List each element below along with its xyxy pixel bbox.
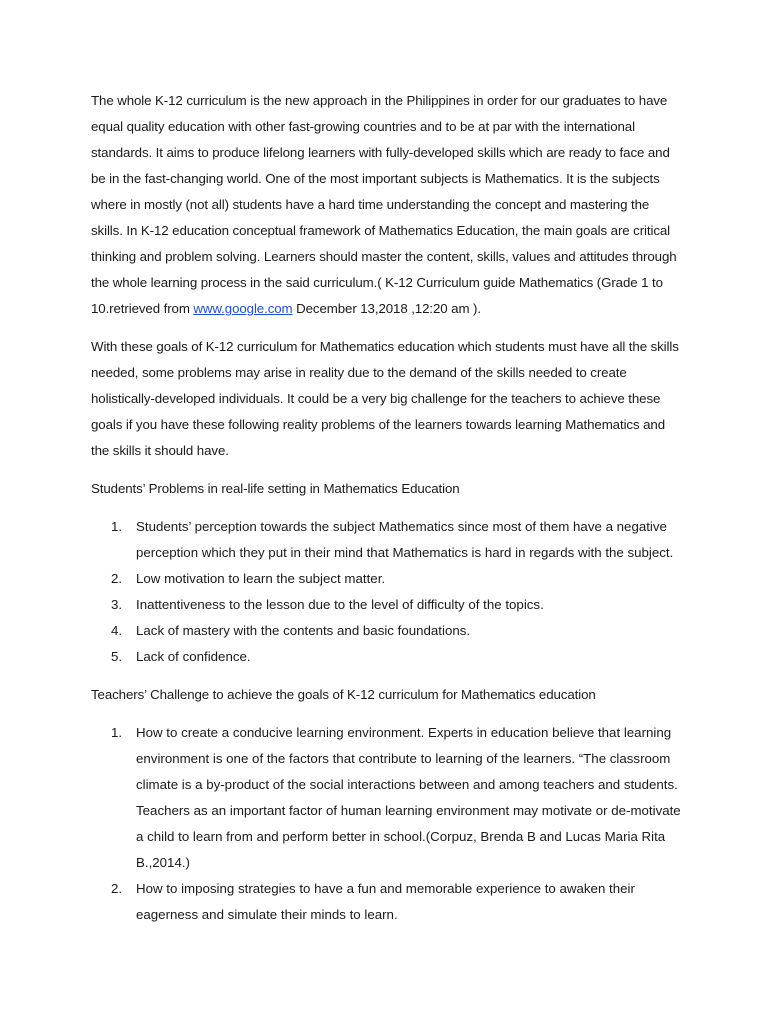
students-problems-list (91, 514, 681, 670)
list-number: 3. (111, 597, 123, 612)
list-item (91, 876, 681, 928)
second-paragraph: With these goals of K-12 curriculum for Mathematics education which students must have all the skills needed, some problems may arise in reality due to the demand of the skills needed to create holistically-developed individuals. It could be a very big challenge for the teachers to achieve these goals if you have these following reality problems of the learners towards learning Mathematics and the skills it should have. (91, 339, 679, 458)
intro-paragraph (91, 88, 681, 322)
list-item (91, 720, 681, 876)
intro-text: The whole K-12 curriculum is the new approach in the Philippines in order for our graduates to have equal quality education with other fast-growing countries and to be at par with the international standards. It aims to produce lifelong learners with fully-developed skills which are ready to face and be in the fast-changing world. One of the most important subjects is Mathematics. It is the subjects where in mostly (not all) students have a hard time understanding the concept and mastering the skills. In K-12 education conceptual framework of Mathematics Education, the main goals are critical thinking and problem solving. Learners should master the content, skills, values and attitudes through the whole learning process in the said curriculum.( K-12 Curriculum guide Mathematics (Grade 1 to 10.retrieved from (91, 93, 677, 316)
list-number: 1. (111, 519, 123, 534)
teachers-challenge-list (91, 720, 681, 928)
list-number: 5. (111, 649, 123, 664)
teachers-challenge-heading: Teachers’ Challenge to achieve the goals of K-12 curriculum for Mathematics education (91, 687, 596, 702)
students-problems-heading: Students’ Problems in real-life setting in Mathematics Education (91, 481, 460, 496)
list-number: 2. (111, 881, 123, 896)
list-number: 1. (111, 725, 123, 740)
list-number: 2. (111, 571, 123, 586)
list-item (91, 592, 681, 618)
list-item-text: Inattentiveness to the lesson due to the level of difficulty of the topics. (136, 597, 544, 612)
list-item (91, 514, 681, 566)
document-page (91, 88, 681, 940)
list-item-text: Lack of mastery with the contents and basic foundations. (136, 623, 471, 638)
list-item (91, 618, 681, 644)
list-item-text: Students’ perception towards the subject Mathematics since most of them have a negative perception which they put in their mind that Mathematics is hard in regards with the subject. (136, 519, 674, 560)
list-item (91, 644, 681, 670)
list-item-text: How to create a conducive learning environment. Experts in education believe that learning environment is one of the factors that contribute to learning of the learners. “The classroom climate is a by-product of the social interactions between and among teachers and students. Teachers as an important factor of human learning environment may motivate or de-motivate a child to learn from and perform better in school.(Corpuz, Brenda B and Lucas Maria Rita B.,2014.) (136, 725, 681, 870)
list-item-text: How to imposing strategies to have a fun and memorable experience to awaken their eagerness and simulate their minds to learn. (136, 881, 635, 922)
list-item (91, 566, 681, 592)
list-item-text: Low motivation to learn the subject matter. (136, 571, 386, 586)
list-item-text: Lack of confidence. (136, 649, 251, 664)
google-link[interactable]: www.google.com (193, 301, 293, 316)
list-number: 4. (111, 623, 123, 638)
intro-text-end: December 13,2018 ,12:20 am ). (292, 301, 481, 316)
